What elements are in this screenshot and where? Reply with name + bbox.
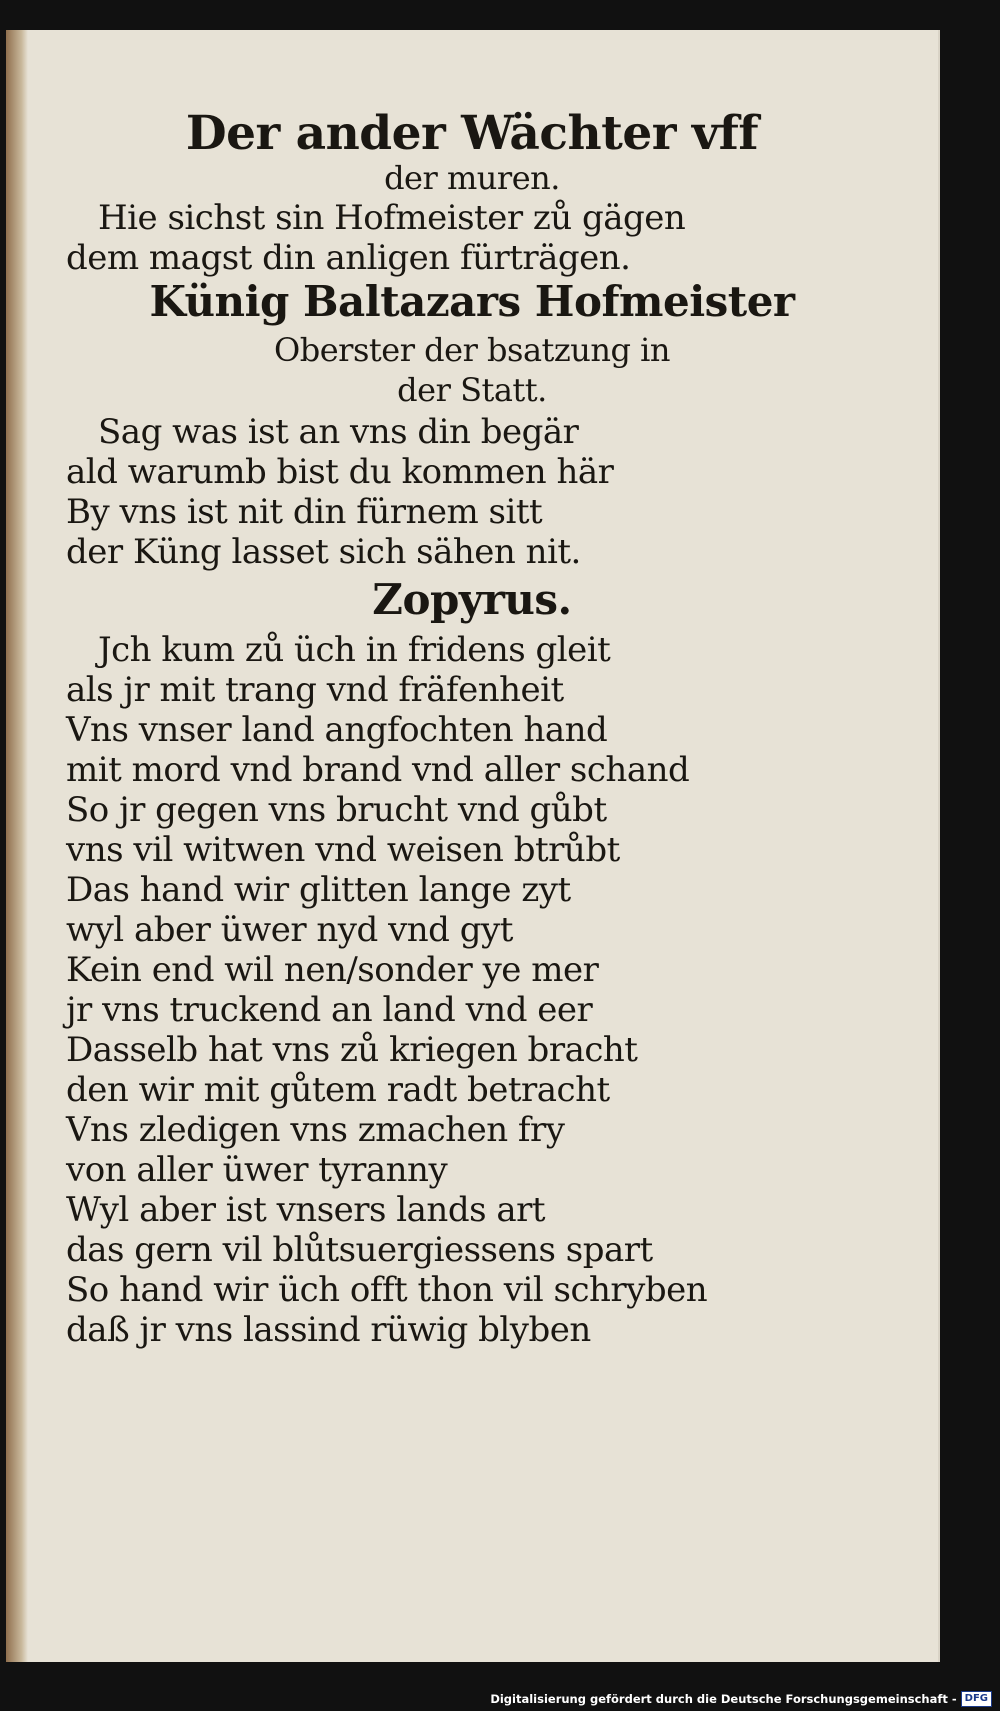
verse-line: daß jr vns lassind rüwig blyben <box>66 1310 591 1350</box>
verse-line: vns vil witwen vnd weisen btrůbt <box>66 830 620 870</box>
verse-line: Kein end wil nen/sonder ye mer <box>66 950 599 990</box>
verse-line: wyl aber üwer nyd vnd gyt <box>66 910 513 950</box>
book-page <box>6 30 940 1662</box>
verse-line: den wir mit gůtem radt betracht <box>66 1070 610 1110</box>
speaker-heading-hofmeister: Künig Baltazars Hofmeister <box>149 277 795 326</box>
speaker-heading-waechter: Der ander Wächter vff <box>185 106 759 161</box>
digitization-credit <box>490 1691 992 1707</box>
verse-line: Jch kum zů üch in fridens gleit <box>98 630 611 670</box>
speaker-heading-hofmeister-cont: Oberster der bsatzung in <box>274 331 670 369</box>
verse-line: Sag was ist an vns din begär <box>98 412 579 452</box>
verse-line: ald warumb bist du kommen här <box>66 452 614 492</box>
verse-line: Wyl aber ist vnsers lands art <box>66 1190 546 1230</box>
speaker-heading-zopyrus: Zopyrus. <box>372 575 572 624</box>
verse-line: Das hand wir glitten lange zyt <box>66 870 571 910</box>
verse-line: dem magst din anligen fürträgen. <box>66 238 631 278</box>
credit-text: Digitalisierung gefördert durch die Deutsche Forschungsgemeinschaft - <box>490 1692 957 1706</box>
verse-line: mit mord vnd brand vnd aller schand <box>66 750 690 790</box>
verse-line: das gern vil blůtsuergiessens spart <box>66 1230 653 1270</box>
verse-line: By vns ist nit din fürnem sitt <box>66 492 543 532</box>
speaker-heading-hofmeister-cont: der Statt. <box>397 371 547 409</box>
verse-line: der Küng lasset sich sähen nit. <box>66 532 581 572</box>
speaker-heading-waechter-cont: der muren. <box>384 159 560 197</box>
verse-line: Hie sichst sin Hofmeister zů gägen <box>98 198 686 238</box>
dfg-logo: DFG <box>961 1691 992 1707</box>
verse-line: So hand wir üch offt thon vil schryben <box>66 1270 708 1310</box>
verse-line: jr vns truckend an land vnd eer <box>66 990 593 1030</box>
verse-line: Dasselb hat vns zů kriegen bracht <box>66 1030 638 1070</box>
verse-line: So jr gegen vns brucht vnd gůbt <box>66 790 607 830</box>
verse-line: Vns zledigen vns zmachen fry <box>66 1110 565 1150</box>
verse-line: als jr mit trang vnd fräfenheit <box>66 670 564 710</box>
verse-line: von aller üwer tyranny <box>66 1150 448 1190</box>
verse-line: Vns vnser land angfochten hand <box>66 710 608 750</box>
